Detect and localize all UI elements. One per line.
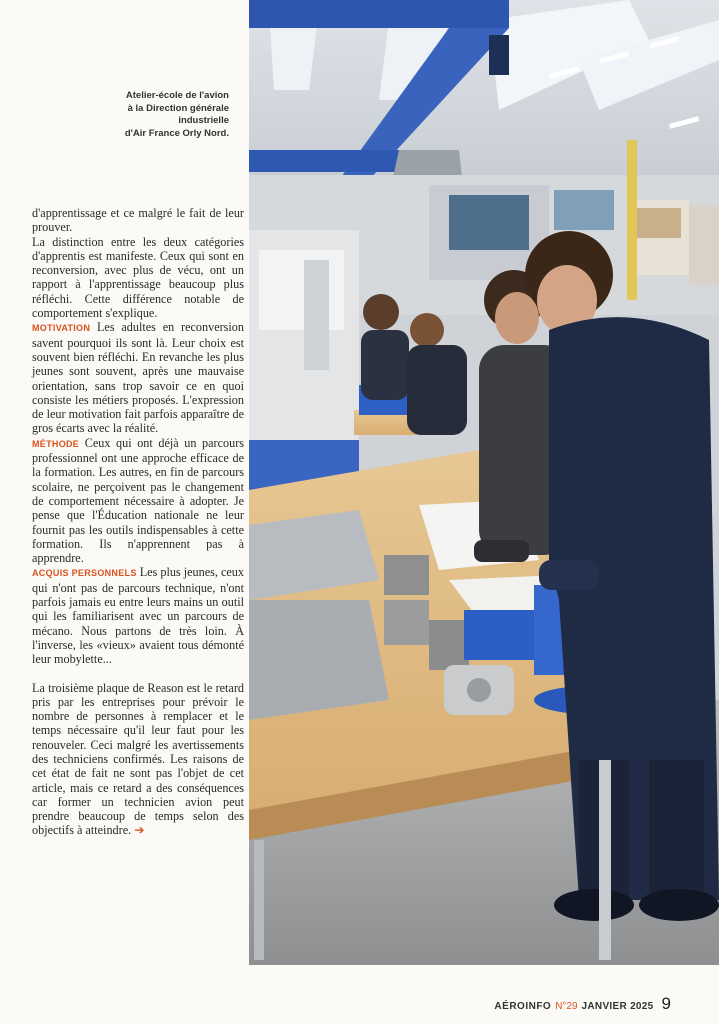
photo-caption [29,90,229,140]
article-column [32,206,244,838]
paragraph-text: Ceux qui ont déjà un parcours professionnel ont une approche efficace de la formation. Les autres, en fin de parcours scolaire, ne perçoivent pas le changement de comportement nécessaire à adopter. Je pense que l'Éducation nationale ne leur fournit pas les outils indispensables à cette formation. Ils n'apprennent pas à apprendre. [32,435,244,566]
section-keyword: MOTIVATION [32,323,91,334]
section-keyword: MÉTHODE [32,438,80,449]
section-keyword: ACQUIS PERSONNELS [32,568,137,579]
article-paragraph-motivation [32,320,244,435]
workshop-photo [249,0,719,965]
continue-arrow-icon: ➔ [134,823,145,838]
paragraph-text: Les adultes en reconversion savent pourquoi ils sont là. Leur choix est souvent bien réfléchi. En revanche les plus jeunes sont souvent, après une mauvaise orientation, sans trop savoir ce en quoi consiste les métiers proposés. L'expression de leur motivation fait parfois apparaître de gros écarts avec la réalité. [32,320,244,436]
caption-line: industrielle [178,115,229,126]
page-number: 9 [661,994,671,1013]
issue-date: JANVIER 2025 [581,1001,654,1012]
page-footer [494,994,671,1014]
article-paragraph: La distinction entre les deux catégories d'apprentis est manifeste. Ceux qui sont en reconversion, avec plus de vécu, ont un rapport à l'apprentissage beaucoup plus réfléchi. Cette différence notable de comportement s'explique. [32,234,244,321]
paragraph-text: Les plus jeunes, ceux qui n'ont pas de parcours technique, n'ont parfois jamais eu entre leurs mains un outil qui les familiarisent avec un parcours de mécano. Nous partons de très loin. À l'inverse, les «vieux» avaient tous démonté leur mobylette... [32,565,244,667]
paragraph-text: La troisième plaque de Reason est le retard pris par les entreprises pour prévoir le nombre de personnes à remplacer et le temps nécessaire qu'il leur faut pour les renouveler. Ceci malgré les avertissements des techniciens confirmés. Les raisons de cet état de fait ne sont pas l'objet de cet article, mais ce retard a des conséquences car former un technicien avion peut prendre beaucoup de temps selon des objectifs à atteindre. [32,680,244,838]
issue-number: N°29 [555,1001,578,1012]
caption-line: Atelier-école de l'avion [125,90,229,101]
caption-line: à la Direction générale [127,102,229,114]
article-paragraph-reason [32,681,244,838]
article-paragraph: d'apprentissage et ce malgré le fait de leur prouver. [32,206,244,235]
magazine-name: AÉROINFO [494,1001,552,1012]
article-paragraph-methode [32,436,244,566]
caption-line: d'Air France Orly Nord. [124,127,229,139]
article-paragraph-acquis [32,565,244,666]
